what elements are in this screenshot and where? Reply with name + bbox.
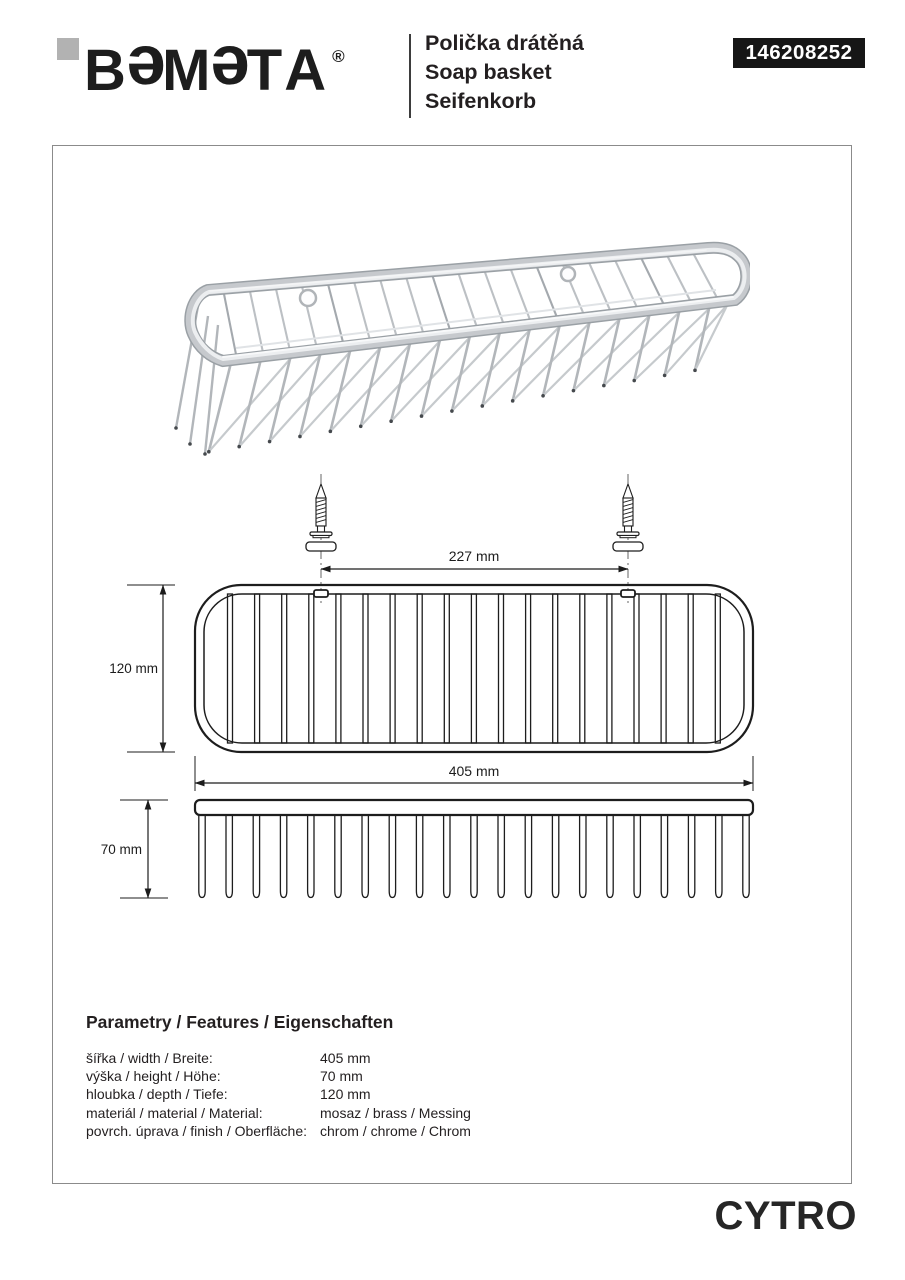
product-photo — [150, 228, 750, 476]
spec-value: 120 mm — [320, 1086, 371, 1103]
dimension-label-height: 70 mm — [100, 842, 142, 857]
series-name: CYTRO — [714, 1194, 857, 1238]
product-title-de: Seifenkorb — [425, 89, 537, 113]
spec-label: povrch. úprava / finish / Oberfläche: — [86, 1122, 307, 1139]
spec-label: materiál / material / Material: — [86, 1104, 263, 1121]
hanger-hole-left — [300, 290, 316, 306]
side-view-prongs — [199, 812, 749, 898]
product-title-en: Soap basket — [425, 60, 552, 84]
logo-letter: A — [284, 38, 329, 103]
dimension-label-hole-spacing: 227 mm — [448, 548, 500, 564]
spec-row — [86, 1122, 471, 1140]
product-code-badge — [733, 38, 865, 68]
parameters-table — [86, 1049, 471, 1140]
screw — [306, 484, 336, 551]
spec-row — [86, 1049, 371, 1067]
logo-square — [57, 38, 79, 60]
spec-row — [86, 1104, 471, 1122]
hanger-hole-right — [561, 267, 575, 281]
spec-row — [86, 1067, 363, 1085]
screw — [613, 484, 643, 551]
product-code: 146208252 — [745, 41, 853, 64]
logo-letter: B — [84, 38, 128, 103]
mounting-tab-right — [621, 590, 635, 597]
top-view-wires — [228, 594, 721, 743]
dimension-label-width: 405 mm — [448, 763, 500, 779]
spec-label: výška / height / Höhe: — [86, 1068, 221, 1085]
header-divider — [409, 34, 411, 118]
logo-letter: e — [208, 30, 251, 111]
spec-row — [86, 1085, 371, 1103]
logo-letter: T — [246, 38, 285, 103]
product-title-cs: Polička drátěná — [425, 31, 584, 55]
parameters-heading: Parametry / Features / Eigenschaften — [86, 1012, 394, 1032]
spec-value: 70 mm — [320, 1068, 363, 1085]
dimension-label-depth: 120 mm — [109, 661, 158, 676]
logo-letter: e — [124, 30, 166, 111]
spec-label: hloubka / depth / Tiefe: — [86, 1086, 228, 1103]
spec-value: chrom / chrome / Chrom — [320, 1122, 471, 1139]
logo-letter: M — [162, 38, 213, 103]
mounting-screws — [306, 484, 643, 551]
brand-logo — [84, 26, 345, 111]
product-titles — [425, 29, 584, 116]
technical-drawing — [80, 460, 780, 920]
side-view-rail — [195, 800, 753, 815]
registered-mark: ® — [332, 47, 345, 66]
mounting-tab-left — [314, 590, 328, 597]
spec-label: šířka / width / Breite: — [86, 1050, 213, 1066]
spec-value: 405 mm — [320, 1050, 371, 1066]
spec-value: mosaz / brass / Messing — [320, 1104, 471, 1121]
